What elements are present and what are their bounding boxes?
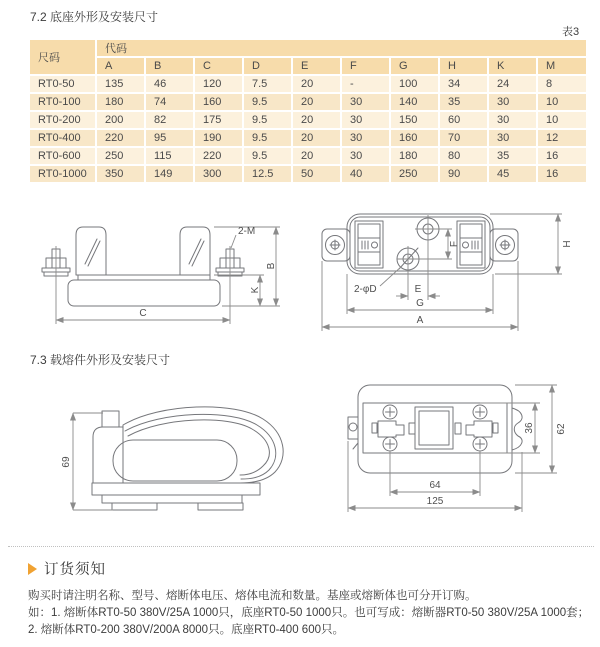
mounting-holes [397, 218, 439, 270]
dim-label-f: F [449, 240, 460, 248]
right-clip-block [457, 221, 485, 268]
cell: 45 [488, 165, 537, 183]
cell: 140 [390, 93, 439, 111]
note-line: 购买时请注明名称、型号、熔断体电压、熔体电流和数量。基座或熔断体也可分开订购。 [28, 590, 477, 602]
cell: 10 [537, 93, 586, 111]
row-model: RT0-600 [30, 147, 96, 165]
order-notes-title: 订货须知 [44, 562, 106, 578]
table-header-row [30, 40, 586, 57]
cell: 20 [292, 111, 341, 129]
table-row [30, 129, 586, 147]
table-row [30, 165, 586, 183]
cell: 50 [292, 165, 341, 183]
col-header: E [292, 57, 341, 75]
order-notes-body [28, 588, 594, 639]
dotted-divider [8, 546, 594, 547]
cell: 30 [488, 129, 537, 147]
dim-label-g: G [416, 298, 424, 309]
base-top-view-drawing [300, 200, 592, 340]
cell: 180 [390, 147, 439, 165]
cell: 20 [292, 129, 341, 147]
dim-label-125: 125 [426, 496, 444, 507]
cell: 34 [439, 75, 488, 93]
cell: 80 [439, 147, 488, 165]
carrier-top-view-drawing [330, 375, 596, 525]
col-header: G [390, 57, 439, 75]
cell: 10 [537, 111, 586, 129]
cell: 149 [145, 165, 194, 183]
cell: 135 [96, 75, 145, 93]
cell: 30 [341, 111, 390, 129]
cell: 30 [341, 93, 390, 111]
hole-diameter-label: 2-φD [354, 284, 377, 295]
carrier-outline [348, 385, 522, 473]
cell: 30 [488, 111, 537, 129]
cell: 250 [96, 147, 145, 165]
cell: 9.5 [243, 93, 292, 111]
dim-label-36: 36 [524, 422, 535, 434]
cell: 20 [292, 147, 341, 165]
dim-label-k: K [250, 286, 261, 294]
table-row [30, 75, 586, 93]
cell: 220 [194, 147, 243, 165]
dim-label-b: B [266, 262, 277, 270]
dim-label-h: H [562, 240, 573, 248]
cell: 8 [537, 75, 586, 93]
header-code: 代码 [96, 40, 586, 57]
col-header: H [439, 57, 488, 75]
cell: 16 [537, 165, 586, 183]
cell: 150 [390, 111, 439, 129]
triangle-marker-icon [28, 563, 37, 575]
cell: 90 [439, 165, 488, 183]
carrier-handle [93, 407, 283, 483]
base-outline [322, 214, 518, 274]
carrier-base [92, 483, 260, 510]
mounting-ear-holes [326, 236, 515, 255]
cell: 175 [194, 111, 243, 129]
cell: 35 [488, 147, 537, 165]
cell: 120 [194, 75, 243, 93]
dim-label-e: E [414, 284, 422, 295]
carrier-side-view-drawing [45, 383, 325, 533]
table-subheader-row [30, 57, 586, 75]
cell: 30 [341, 129, 390, 147]
carrier-screws [383, 405, 487, 451]
cell: 250 [390, 165, 439, 183]
row-model: RT0-50 [30, 75, 96, 93]
base-body [68, 227, 220, 306]
table-row [30, 93, 586, 111]
cell: 35 [439, 93, 488, 111]
base-side-view-drawing [28, 204, 300, 340]
bolt-thread-label: 2-M [238, 226, 256, 237]
cell: 220 [96, 129, 145, 147]
table-row [30, 111, 586, 129]
left-clip-block [355, 221, 383, 268]
cell: 24 [488, 75, 537, 93]
cell: 180 [96, 93, 145, 111]
cell: 40 [341, 165, 390, 183]
cell: 115 [145, 147, 194, 165]
section-7-3-title: 7.3 载熔件外形及安装尺寸 [30, 353, 171, 367]
header-size: 尺码 [30, 40, 96, 75]
col-header: K [488, 57, 537, 75]
dim-label-c: C [139, 308, 147, 319]
cell: 16 [537, 147, 586, 165]
cell: 12 [537, 129, 586, 147]
row-model: RT0-1000 [30, 165, 96, 183]
cell: 12.5 [243, 165, 292, 183]
cell: 70 [439, 129, 488, 147]
table-row [30, 147, 586, 165]
col-header: B [145, 57, 194, 75]
dim-label-64: 64 [429, 480, 441, 491]
cell: 9.5 [243, 147, 292, 165]
cell: 95 [145, 129, 194, 147]
cell: 30 [341, 147, 390, 165]
col-header: M [537, 57, 586, 75]
section-7-2-title: 7.2 底座外形及安装尺寸 [30, 10, 159, 24]
order-notes-heading [28, 558, 106, 579]
cell: 160 [194, 93, 243, 111]
col-header: A [96, 57, 145, 75]
cell: 74 [145, 93, 194, 111]
cell: 100 [390, 75, 439, 93]
cell: 30 [488, 93, 537, 111]
cell: 82 [145, 111, 194, 129]
dimensions-table [30, 40, 586, 184]
cell: - [341, 75, 390, 93]
cell: 190 [194, 129, 243, 147]
cell: 46 [145, 75, 194, 93]
note-line: 如：1. 熔断体RT0-50 380V/25A 1000只，底座RT0-50 1000只。也可写成：熔断器RT0-50 380V/25A 1000套； [28, 607, 590, 619]
dim-label-69: 69 [61, 456, 72, 468]
col-header: D [243, 57, 292, 75]
table-caption: 表3 [562, 26, 580, 38]
row-model: RT0-100 [30, 93, 96, 111]
cell: 20 [292, 75, 341, 93]
cell: 20 [292, 93, 341, 111]
note-line: 2. 熔断体RT0-200 380V/200A 8000只。底座RT0-400 600只。 [28, 624, 344, 636]
row-model: RT0-200 [30, 111, 96, 129]
col-header: C [194, 57, 243, 75]
cell: 9.5 [243, 129, 292, 147]
cell: 9.5 [243, 111, 292, 129]
carrier-contacts [372, 407, 498, 449]
cell: 7.5 [243, 75, 292, 93]
cell: 200 [96, 111, 145, 129]
cell: 60 [439, 111, 488, 129]
dim-label-62: 62 [556, 423, 567, 435]
dim-label-a: A [416, 315, 424, 326]
cell: 300 [194, 165, 243, 183]
cell: 160 [390, 129, 439, 147]
col-header: F [341, 57, 390, 75]
cell: 350 [96, 165, 145, 183]
row-model: RT0-400 [30, 129, 96, 147]
